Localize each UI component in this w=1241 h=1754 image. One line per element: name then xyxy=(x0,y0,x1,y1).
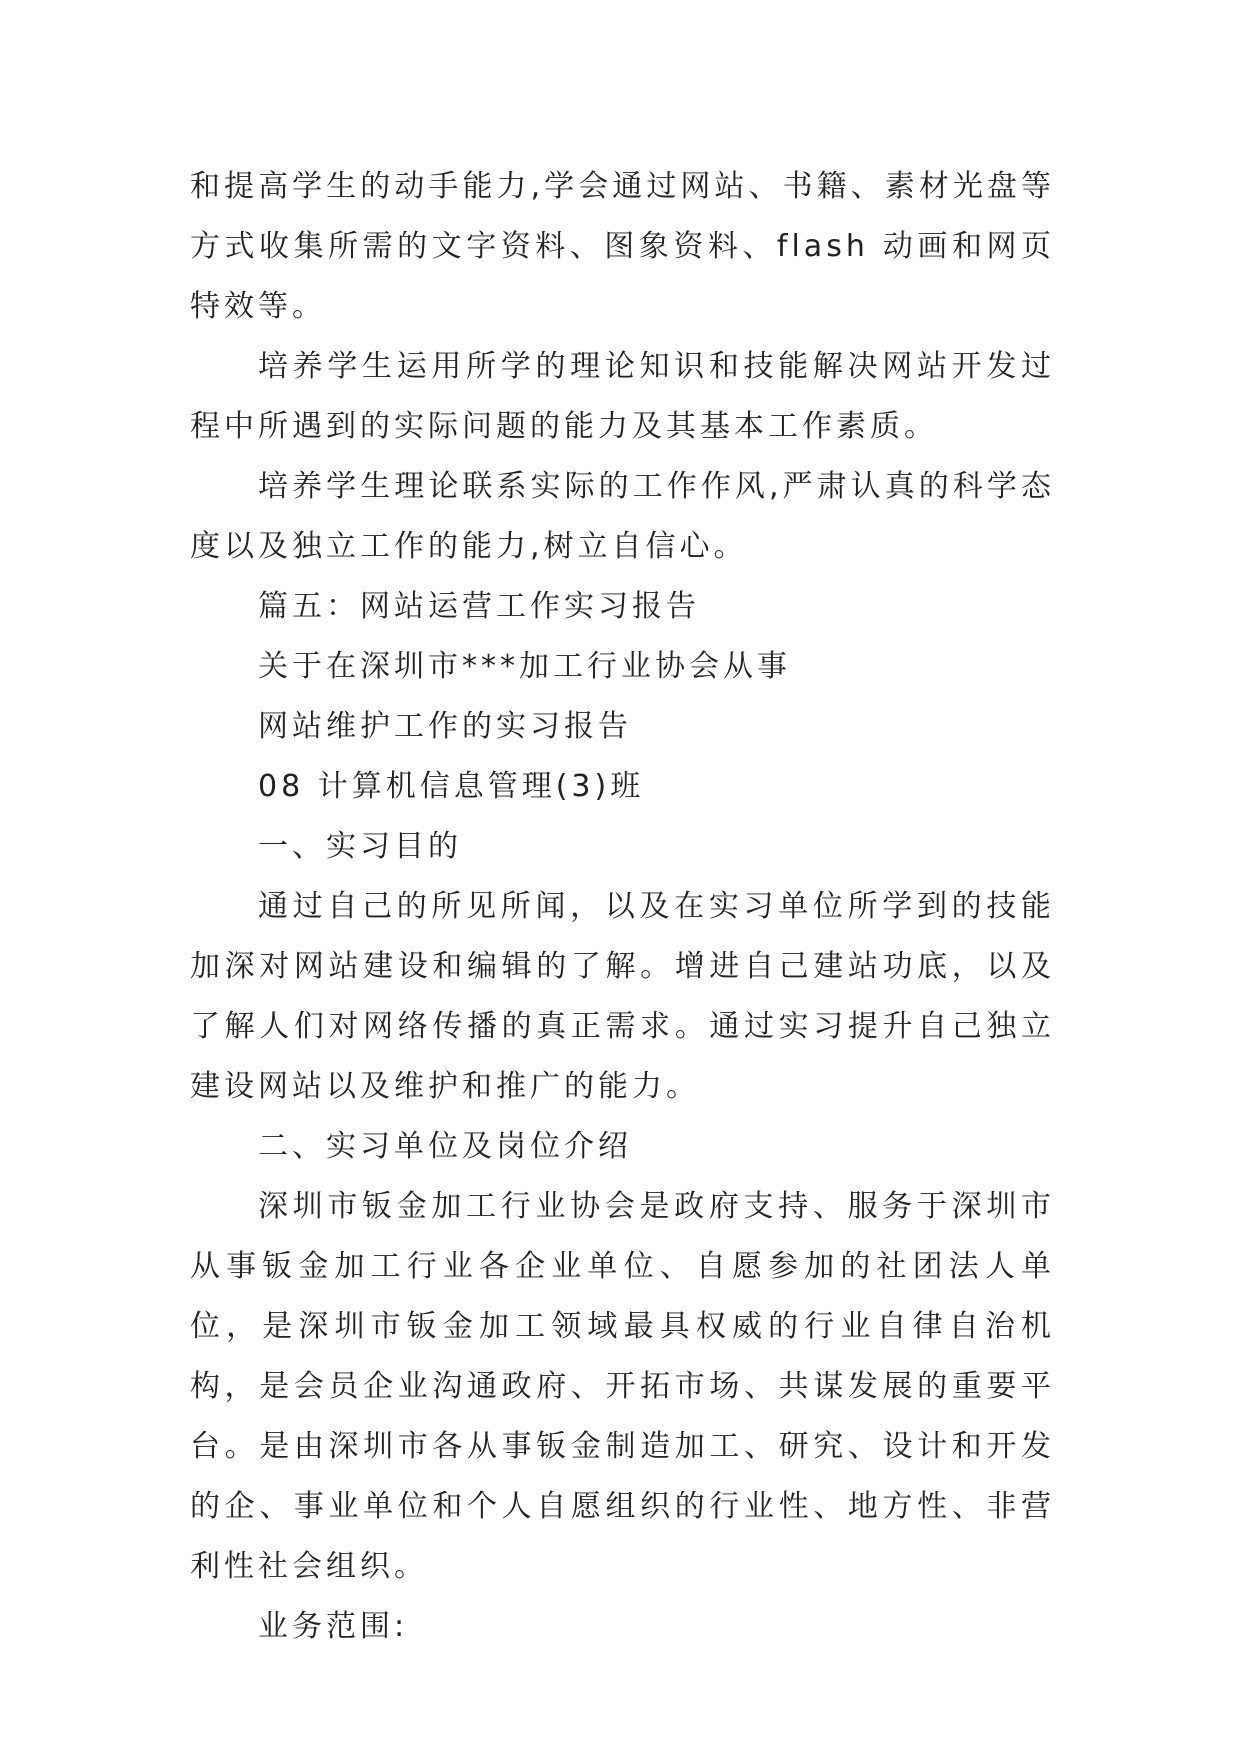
section-heading: 二、实习单位及岗位介绍 xyxy=(258,1129,632,1164)
class-info: 08 计算机信息管理(3)班 xyxy=(258,769,645,804)
document-body xyxy=(190,157,1055,1657)
paragraph: 培养学生理论联系实际的工作作风,严肃认真的科学态度以及独立工作的能力,树立自信心。 xyxy=(190,469,1055,564)
report-title-line-1: 关于在深圳市***加工行业协会从事 xyxy=(258,649,791,684)
section-heading: 一、实习目的 xyxy=(258,829,462,864)
paragraph: 深圳市钣金加工行业协会是政府支持、服务于深圳市从事钣金加工行业各企业单位、自愿参加的社团法人单位，是深圳市钣金加工领域最具权威的行业自律自治机构，是会员企业沟通政府、开拓市场、共谋发展的重要平台。是由深圳市各从事钣金制造加工、研究、设计和开发的企、事业单位和个人自愿组织的行业性、地方性、非营利性社会组织。 xyxy=(190,1189,1055,1584)
section-heading: 篇五：网站运营工作实习报告 xyxy=(258,589,700,624)
paragraph: 通过自己的所见所闻，以及在实习单位所学到的技能加深对网站建设和编辑的了解。增进自己建站功底，以及了解人们对网络传播的真正需求。通过实习提升自己独立建设网站以及维护和推广的能力。 xyxy=(190,889,1055,1104)
paragraph: 和提高学生的动手能力,学会通过网站、书籍、素材光盘等方式收集所需的文字资料、图象资料、flash 动画和网页特效等。 xyxy=(190,169,1055,324)
subsection-heading: 业务范围: xyxy=(258,1609,409,1644)
paragraph: 培养学生运用所学的理论知识和技能解决网站开发过程中所遇到的实际问题的能力及其基本工作素质。 xyxy=(190,349,1055,444)
report-title-line-2: 网站维护工作的实习报告 xyxy=(258,709,632,744)
